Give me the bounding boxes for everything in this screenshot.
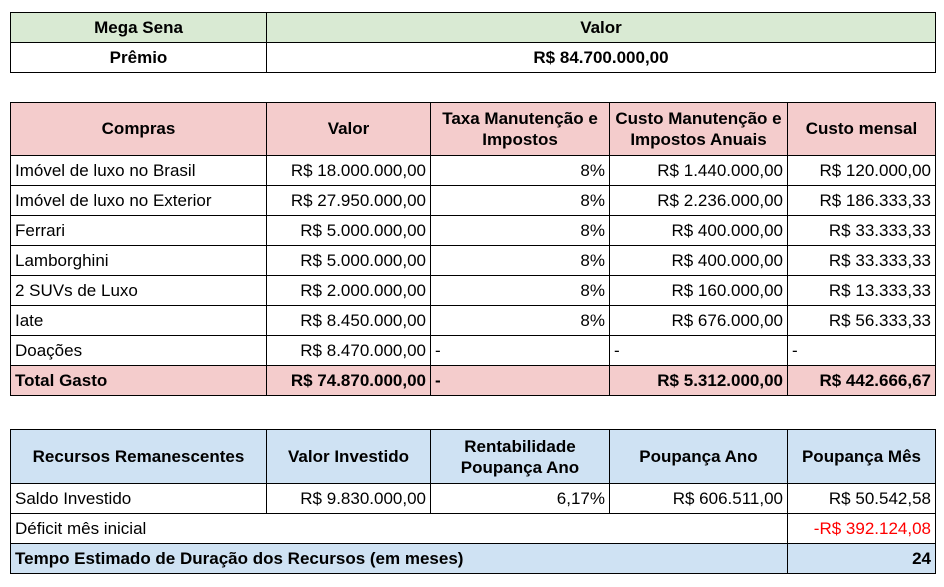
total-valor: R$ 74.870.000,00 (267, 366, 431, 396)
premio-header-row (11, 13, 936, 43)
item-name: 2 SUVs de Luxo (11, 276, 267, 306)
recursos-header-row (11, 430, 936, 484)
deficit-value: -R$ 392.124,08 (788, 514, 936, 544)
total-label: Total Gasto (11, 366, 267, 396)
recursos-table (10, 429, 936, 574)
saldo-valor: R$ 9.830.000,00 (267, 484, 431, 514)
item-custo-anual: R$ 400.000,00 (610, 246, 788, 276)
item-taxa: 8% (431, 156, 610, 186)
header-custo-anual: Custo Manutenção e Impostos Anuais (610, 103, 788, 156)
header-valor: Valor (267, 13, 936, 43)
item-valor: R$ 5.000.000,00 (267, 246, 431, 276)
tempo-row (11, 544, 936, 574)
tempo-label: Tempo Estimado de Duração dos Recursos (em meses) (11, 544, 788, 574)
saldo-poupanca-ano: R$ 606.511,00 (610, 484, 788, 514)
item-taxa: 8% (431, 216, 610, 246)
deficit-row (11, 514, 936, 544)
header-recursos: Recursos Remanescentes (11, 430, 267, 484)
compras-header-row (11, 103, 936, 156)
table-row (11, 336, 936, 366)
total-custo-anual: R$ 5.312.000,00 (610, 366, 788, 396)
tempo-value: 24 (788, 544, 936, 574)
premio-row (11, 43, 936, 73)
item-custo-anual: R$ 160.000,00 (610, 276, 788, 306)
table-row (11, 156, 936, 186)
item-custo-mensal: R$ 13.333,33 (788, 276, 936, 306)
header-compras: Compras (11, 103, 267, 156)
table-row (11, 246, 936, 276)
item-valor: R$ 18.000.000,00 (267, 156, 431, 186)
deficit-label: Déficit mês inicial (11, 514, 788, 544)
item-valor: R$ 8.450.000,00 (267, 306, 431, 336)
header-custo-mensal: Custo mensal (788, 103, 936, 156)
table-row (11, 216, 936, 246)
saldo-label: Saldo Investido (11, 484, 267, 514)
item-valor: R$ 27.950.000,00 (267, 186, 431, 216)
item-taxa: 8% (431, 306, 610, 336)
item-custo-anual: R$ 400.000,00 (610, 216, 788, 246)
compras-table (10, 102, 936, 396)
item-custo-anual: R$ 2.236.000,00 (610, 186, 788, 216)
table-row (11, 306, 936, 336)
item-name: Iate (11, 306, 267, 336)
saldo-poupanca-mes: R$ 50.542,58 (788, 484, 936, 514)
item-name: Ferrari (11, 216, 267, 246)
saldo-rentabilidade: 6,17% (431, 484, 610, 514)
header-rentabilidade: Rentabilidade Poupança Ano (431, 430, 610, 484)
total-row (11, 366, 936, 396)
table-row (11, 276, 936, 306)
item-valor: R$ 8.470.000,00 (267, 336, 431, 366)
item-valor: R$ 5.000.000,00 (267, 216, 431, 246)
table-row (11, 186, 936, 216)
header-poupanca-mes: Poupança Mês (788, 430, 936, 484)
item-taxa: 8% (431, 276, 610, 306)
item-custo-anual: R$ 1.440.000,00 (610, 156, 788, 186)
header-valor: Valor (267, 103, 431, 156)
header-poupanca-ano: Poupança Ano (610, 430, 788, 484)
item-name: Doações (11, 336, 267, 366)
premio-value: R$ 84.700.000,00 (267, 43, 936, 73)
item-name: Lamborghini (11, 246, 267, 276)
header-taxa: Taxa Manutenção e Impostos (431, 103, 610, 156)
item-custo-mensal: R$ 33.333,33 (788, 246, 936, 276)
item-name: Imóvel de luxo no Brasil (11, 156, 267, 186)
header-valor-investido: Valor Investido (267, 430, 431, 484)
item-custo-anual: R$ 676.000,00 (610, 306, 788, 336)
item-custo-mensal: R$ 56.333,33 (788, 306, 936, 336)
total-taxa: - (431, 366, 610, 396)
item-custo-anual: - (610, 336, 788, 366)
item-name: Imóvel de luxo no Exterior (11, 186, 267, 216)
premio-table (10, 12, 936, 73)
item-taxa: 8% (431, 186, 610, 216)
item-valor: R$ 2.000.000,00 (267, 276, 431, 306)
saldo-row (11, 484, 936, 514)
item-taxa: - (431, 336, 610, 366)
premio-label: Prêmio (11, 43, 267, 73)
total-custo-mensal: R$ 442.666,67 (788, 366, 936, 396)
header-mega-sena: Mega Sena (11, 13, 267, 43)
item-taxa: 8% (431, 246, 610, 276)
item-custo-mensal: R$ 120.000,00 (788, 156, 936, 186)
item-custo-mensal: R$ 33.333,33 (788, 216, 936, 246)
item-custo-mensal: - (788, 336, 936, 366)
item-custo-mensal: R$ 186.333,33 (788, 186, 936, 216)
